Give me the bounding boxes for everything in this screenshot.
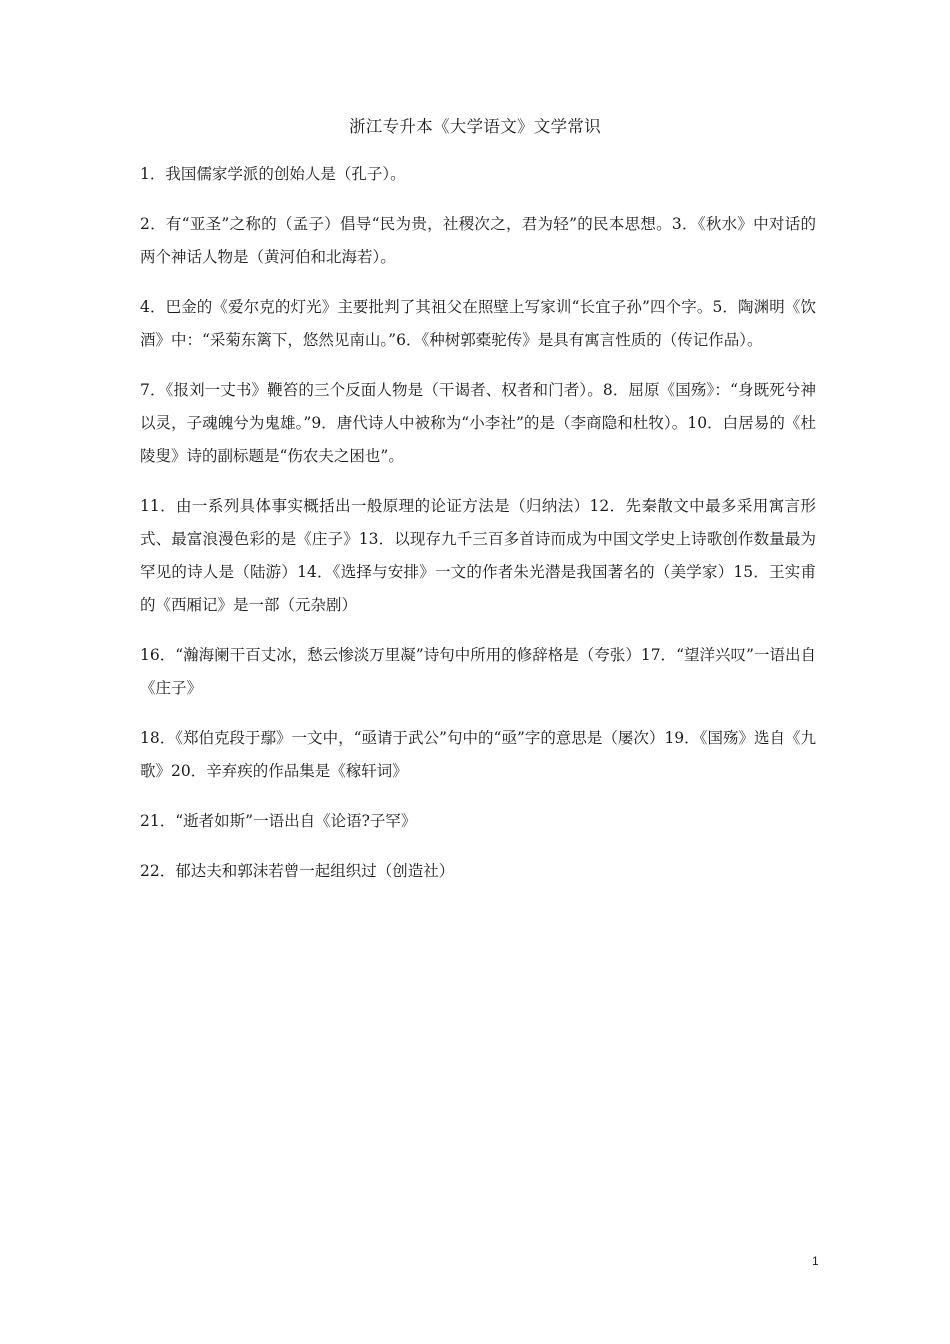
paragraph-8: 21．“逝者如斯”一语出自《论语?子罕》 [140, 812, 417, 830]
document-body [140, 158, 816, 905]
paragraph-2: 2．有“亚圣”之称的（孟子）倡导“民为贵，社稷次之，君为轻”的民本思想。3．《秋水》中对话的两个神话人物是（黄河伯和北海若）。 [140, 215, 816, 266]
paragraph-6: 16．“瀚海阑干百丈冰，愁云惨淡万里凝”诗句中所用的修辞格是（夸张）17．“望洋兴叹”一语出自《庄子》 [140, 646, 816, 697]
paragraph-7: 18．《郑伯克段于鄢》一文中，“亟请于武公”句中的“亟”字的意思是（屡次）19．《国殇》选自《九歌》20．辛弃疾的作品集是《稼轩词》 [140, 729, 816, 780]
paragraph-5: 11．由一系列具体事实概括出一般原理的论证方法是（归纳法）12．先秦散文中最多采用寓言形式、最富浪漫色彩的是《庄子》13．以现存九千三百多首诗而成为中国文学史上诗歌创作数量最为罕见的诗人是（陆游）14．《选择与安排》一文的作者朱光潜是我国著名的（美学家）15．王实甫的《西厢记》是一部（元杂剧） [140, 497, 816, 614]
page-number: 1 [812, 1254, 819, 1268]
paragraph-9: 22．郁达夫和郭沫若曾一起组织过（创造社） [140, 862, 455, 880]
document-title: 浙江专升本《大学语文》文学常识 [349, 117, 601, 136]
paragraph-3: 4．巴金的《爱尔克的灯光》主要批判了其祖父在照壁上写家训“长宜子孙”四个字。5．陶渊明《饮酒》中：“采菊东篱下，悠然见南山。”6．《种树郭橐驼传》是具有寓言性质的（传记作品）。 [140, 298, 816, 349]
paragraph-4: 7．《报刘一丈书》鞭笞的三个反面人物是（干谒者、权者和门者）。8．屈原《国殇》：“身既死兮神以灵，子魂魄兮为鬼雄。”9．唐代诗人中被称为“小李社”的是（李商隐和杜牧）。10．白居易的《杜陵叟》诗的副标题是“伤农夫之困也”。 [140, 381, 816, 465]
paragraph-1: 1．我国儒家学派的创始人是（孔子）。 [140, 165, 406, 183]
